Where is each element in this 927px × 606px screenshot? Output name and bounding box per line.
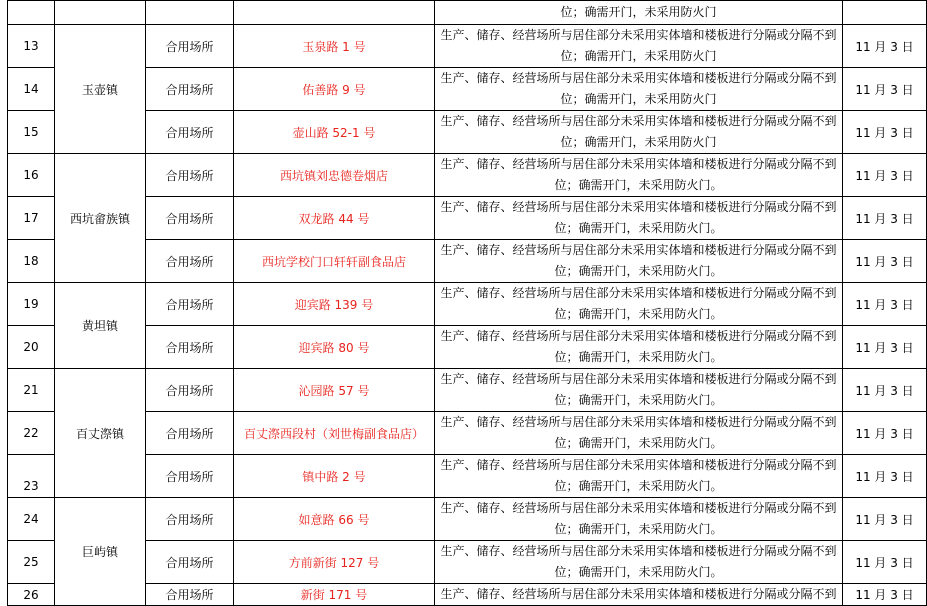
date-cell: 11 月 3 日 bbox=[843, 412, 927, 455]
issue-description-cell bbox=[435, 154, 843, 197]
issue-description-line: 生产、储存、经营场所与居住部分未采用实体墙和楼板进行分隔或分隔不到 bbox=[440, 114, 837, 128]
issue-description-cell bbox=[435, 498, 843, 541]
venue-type-cell: 合用场所 bbox=[146, 154, 234, 197]
date-cell: 11 月 3 日 bbox=[843, 111, 927, 154]
town-cell bbox=[55, 1, 146, 25]
issue-description-line: 生产、储存、经营场所与居住部分未采用实体墙和楼板进行分隔或分隔不到 bbox=[440, 243, 837, 257]
issue-description-cell bbox=[435, 326, 843, 369]
date-cell: 11 月 3 日 bbox=[843, 455, 927, 498]
address-cell: 迎宾路 80 号 bbox=[234, 326, 435, 369]
date-cell: 11 月 3 日 bbox=[843, 541, 927, 584]
date-cell: 11 月 3 日 bbox=[843, 369, 927, 412]
table-row bbox=[8, 455, 927, 498]
table-row bbox=[8, 240, 927, 283]
issue-description-line: 生产、储存、经营场所与居住部分未采用实体墙和楼板进行分隔或分隔不到 bbox=[440, 458, 837, 472]
venue-type-cell: 合用场所 bbox=[146, 541, 234, 584]
row-number-cell: 20 bbox=[8, 326, 55, 369]
issue-description-cell bbox=[435, 412, 843, 455]
address-cell: 西坑镇刘忠德卷烟店 bbox=[234, 154, 435, 197]
row-number-cell: 25 bbox=[8, 541, 55, 584]
date-cell: 11 月 3 日 bbox=[843, 197, 927, 240]
venue-type-cell: 合用场所 bbox=[146, 498, 234, 541]
issue-description-cell bbox=[435, 283, 843, 326]
issue-description-cell bbox=[435, 1, 843, 25]
venue-type-cell: 合用场所 bbox=[146, 111, 234, 154]
row-number-cell: 18 bbox=[8, 240, 55, 283]
issue-description-cell bbox=[435, 455, 843, 498]
issue-description-line: 生产、储存、经营场所与居住部分未采用实体墙和楼板进行分隔或分隔不到 bbox=[440, 501, 837, 515]
table-row bbox=[8, 369, 927, 412]
issue-description-cell bbox=[435, 25, 843, 68]
town-cell: 黄坦镇 bbox=[55, 283, 146, 369]
issue-description-line: 生产、储存、经营场所与居住部分未采用实体墙和楼板进行分隔或分隔不到 bbox=[440, 286, 837, 300]
row-number-cell: 14 bbox=[8, 68, 55, 111]
table-row bbox=[8, 111, 927, 154]
table-row bbox=[8, 584, 927, 606]
town-cell: 西坑畲族镇 bbox=[55, 154, 146, 283]
date-cell: 11 月 3 日 bbox=[843, 498, 927, 541]
town-cell: 百丈漈镇 bbox=[55, 369, 146, 498]
venue-type-cell: 合用场所 bbox=[146, 584, 234, 606]
issue-description-cell bbox=[435, 197, 843, 240]
issue-description-cell bbox=[435, 369, 843, 412]
issue-description-line: 位；确需开门，未采用防火门 bbox=[560, 5, 717, 19]
venue-type-cell: 合用场所 bbox=[146, 68, 234, 111]
venue-type-cell: 合用场所 bbox=[146, 412, 234, 455]
address-cell: 镇中路 2 号 bbox=[234, 455, 435, 498]
date-cell: 11 月 3 日 bbox=[843, 283, 927, 326]
issue-description-line: 位；确需开门，未采用防火门。 bbox=[554, 436, 723, 450]
row-number-cell: 26 bbox=[8, 584, 55, 606]
address-cell: 西坑学校门口轩轩副食品店 bbox=[234, 240, 435, 283]
row-number-cell: 21 bbox=[8, 369, 55, 412]
venue-type-cell: 合用场所 bbox=[146, 369, 234, 412]
row-number-cell: 19 bbox=[8, 283, 55, 326]
address-cell: 双龙路 44 号 bbox=[234, 197, 435, 240]
row-number-cell: 23 bbox=[8, 455, 55, 498]
inspection-table bbox=[7, 0, 927, 606]
table-row bbox=[8, 68, 927, 111]
address-cell bbox=[234, 1, 435, 25]
table-row bbox=[8, 25, 927, 68]
row-number-cell: 24 bbox=[8, 498, 55, 541]
issue-description-line: 位；确需开门，未采用防火门。 bbox=[554, 522, 723, 536]
venue-type-cell: 合用场所 bbox=[146, 240, 234, 283]
date-cell: 11 月 3 日 bbox=[843, 240, 927, 283]
table-row bbox=[8, 541, 927, 584]
venue-type-cell: 合用场所 bbox=[146, 197, 234, 240]
issue-description-line: 生产、储存、经营场所与居住部分未采用实体墙和楼板进行分隔或分隔不到 bbox=[440, 200, 837, 214]
address-cell: 玉泉路 1 号 bbox=[234, 25, 435, 68]
venue-type-cell: 合用场所 bbox=[146, 25, 234, 68]
issue-description-line: 位；确需开门，未采用防火门。 bbox=[554, 393, 723, 407]
address-cell: 壶山路 52-1 号 bbox=[234, 111, 435, 154]
issue-description-line: 生产、储存、经营场所与居住部分未采用实体墙和楼板进行分隔或分隔不到 bbox=[440, 71, 837, 85]
date-cell: 11 月 3 日 bbox=[843, 25, 927, 68]
issue-description-line: 位；确需开门，未采用防火门。 bbox=[554, 350, 723, 364]
issue-description-line: 生产、储存、经营场所与居住部分未采用实体墙和楼板进行分隔或分隔不到 bbox=[440, 28, 837, 42]
issue-description-line: 位；确需开门，未采用防火门 bbox=[560, 49, 717, 63]
venue-type-cell: 合用场所 bbox=[146, 326, 234, 369]
table-row bbox=[8, 283, 927, 326]
issue-description-line: 生产、储存、经营场所与居住部分未采用实体墙和楼板进行分隔或分隔不到 bbox=[440, 587, 837, 601]
venue-type-cell: 合用场所 bbox=[146, 283, 234, 326]
row-number-cell: 17 bbox=[8, 197, 55, 240]
venue-type-cell: 合用场所 bbox=[146, 455, 234, 498]
date-cell: 11 月 3 日 bbox=[843, 326, 927, 369]
row-number-cell: 15 bbox=[8, 111, 55, 154]
issue-description-cell bbox=[435, 584, 843, 606]
issue-description-line: 位；确需开门，未采用防火门。 bbox=[554, 479, 723, 493]
row-number-cell: 16 bbox=[8, 154, 55, 197]
issue-description-line: 生产、储存、经营场所与居住部分未采用实体墙和楼板进行分隔或分隔不到 bbox=[440, 157, 837, 171]
table-row bbox=[8, 498, 927, 541]
date-cell: 11 月 3 日 bbox=[843, 584, 927, 606]
issue-description-cell bbox=[435, 541, 843, 584]
table-row bbox=[8, 154, 927, 197]
table-row bbox=[8, 326, 927, 369]
issue-description-line: 位；确需开门，未采用防火门。 bbox=[554, 178, 723, 192]
issue-description-line: 位；确需开门，未采用防火门。 bbox=[554, 565, 723, 579]
issue-description-line: 位；确需开门，未采用防火门 bbox=[560, 135, 717, 149]
address-cell: 新街 171 号 bbox=[234, 584, 435, 606]
address-cell: 方前新街 127 号 bbox=[234, 541, 435, 584]
venue-type-cell bbox=[146, 1, 234, 25]
table-row bbox=[8, 1, 927, 25]
town-cell: 巨屿镇 bbox=[55, 498, 146, 606]
row-number-cell: 13 bbox=[8, 25, 55, 68]
issue-description-line: 位；确需开门，未采用防火门。 bbox=[554, 264, 723, 278]
date-cell: 11 月 3 日 bbox=[843, 68, 927, 111]
issue-description-line: 生产、储存、经营场所与居住部分未采用实体墙和楼板进行分隔或分隔不到 bbox=[440, 544, 837, 558]
table-row bbox=[8, 197, 927, 240]
address-cell: 百丈漈西段村（刘世梅副食品店） bbox=[234, 412, 435, 455]
row-number-cell: 22 bbox=[8, 412, 55, 455]
issue-description-line: 生产、储存、经营场所与居住部分未采用实体墙和楼板进行分隔或分隔不到 bbox=[440, 329, 837, 343]
row-number-cell bbox=[8, 1, 55, 25]
issue-description-line: 位；确需开门，未采用防火门。 bbox=[554, 307, 723, 321]
address-cell: 沁园路 57 号 bbox=[234, 369, 435, 412]
town-cell: 玉壶镇 bbox=[55, 25, 146, 154]
issue-description-cell bbox=[435, 68, 843, 111]
date-cell bbox=[843, 1, 927, 25]
issue-description-line: 位；确需开门，未采用防火门 bbox=[560, 92, 717, 106]
issue-description-line: 生产、储存、经营场所与居住部分未采用实体墙和楼板进行分隔或分隔不到 bbox=[440, 415, 837, 429]
table-row bbox=[8, 412, 927, 455]
issue-description-cell bbox=[435, 111, 843, 154]
issue-description-line: 位；确需开门，未采用防火门。 bbox=[554, 221, 723, 235]
address-cell: 如意路 66 号 bbox=[234, 498, 435, 541]
address-cell: 佑善路 9 号 bbox=[234, 68, 435, 111]
address-cell: 迎宾路 139 号 bbox=[234, 283, 435, 326]
issue-description-cell bbox=[435, 240, 843, 283]
issue-description-line: 生产、储存、经营场所与居住部分未采用实体墙和楼板进行分隔或分隔不到 bbox=[440, 372, 837, 386]
date-cell: 11 月 3 日 bbox=[843, 154, 927, 197]
